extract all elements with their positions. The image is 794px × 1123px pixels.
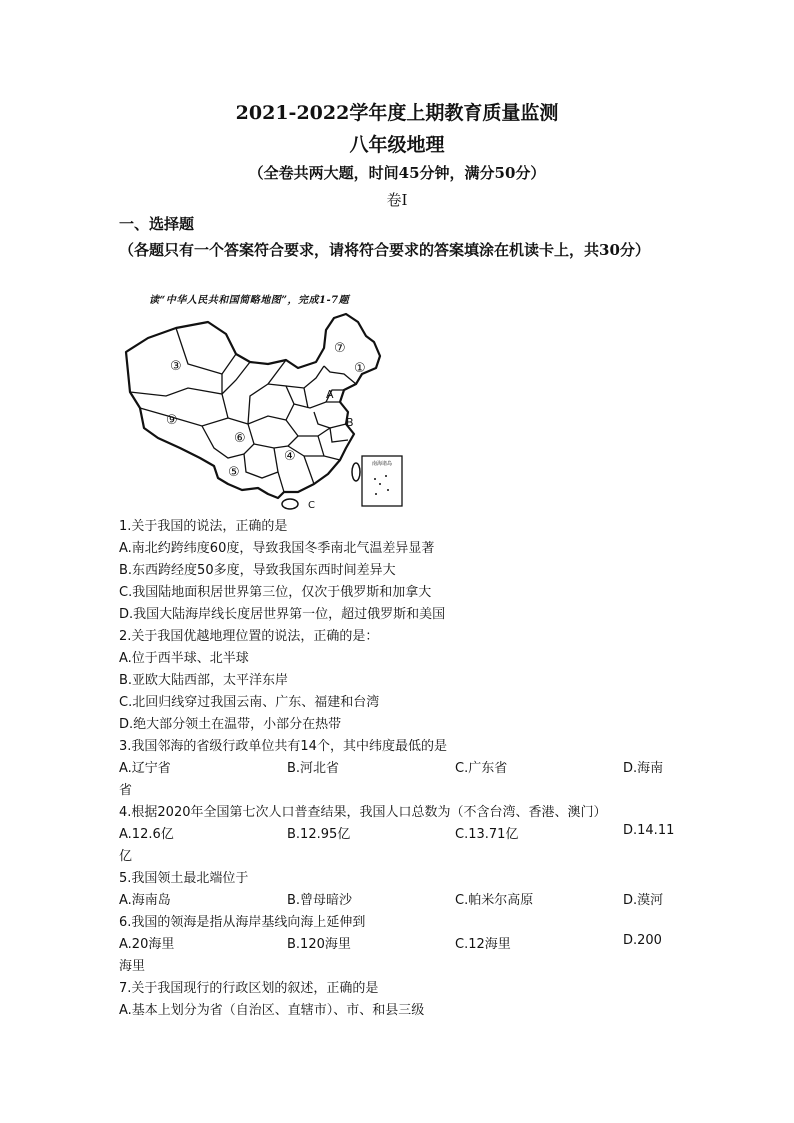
section-heading: 一、选择题 bbox=[119, 215, 195, 233]
exam-instructions: （全卷共两大题，时间45分钟，满分50分） bbox=[248, 164, 546, 182]
question-3-stem: 3.我国邻海的省级行政单位共有14个，其中纬度最低的是 bbox=[119, 739, 447, 754]
question-6-option-d: D.200 bbox=[623, 933, 662, 948]
exam-title: 2021-2022学年度上期教育质量监测 bbox=[235, 102, 559, 124]
question-3-option-a: A.辽宁省 bbox=[119, 761, 171, 776]
question-6-option-b: B.120海里 bbox=[287, 937, 351, 952]
question-5-option-c: C.帕米尔高原 bbox=[455, 893, 534, 908]
question-4-option-d: D.14.11 bbox=[623, 823, 675, 838]
question-2-option-b: B.亚欧大陆西部，太平洋东岸 bbox=[119, 673, 289, 688]
question-1-option-d: D.我国大陆海岸线长度居世界第一位，超过俄罗斯和美国 bbox=[119, 607, 446, 622]
map-label-c: C bbox=[308, 500, 315, 511]
question-4-option-d-wrap: 亿 bbox=[119, 849, 133, 864]
map-caption: 读“中华人民共和国简略地图”，完成1-7题 bbox=[149, 295, 350, 306]
question-6-stem: 6.我国的领海是指从海岸基线向海上延伸到 bbox=[119, 915, 366, 930]
map-label-7: ⑦ bbox=[334, 341, 346, 356]
question-6-option-a: A.20海里 bbox=[119, 937, 175, 952]
question-4-option-c: C.13.71亿 bbox=[455, 827, 519, 842]
subject-title: 八年级地理 bbox=[349, 134, 445, 156]
question-2-option-a: A.位于西半球、北半球 bbox=[119, 651, 249, 666]
map-label-a: A bbox=[326, 388, 334, 401]
question-4-option-b: B.12.95亿 bbox=[287, 827, 351, 842]
question-1-option-c: C.我国陆地面积居世界第三位，仅次于俄罗斯和加拿大 bbox=[119, 585, 432, 600]
volume-label: 卷I bbox=[386, 191, 408, 209]
question-2-stem: 2.关于我国优越地理位置的说法，正确的是： bbox=[119, 629, 379, 644]
question-4-option-a: A.12.6亿 bbox=[119, 827, 174, 842]
question-5-option-b: B.曾母暗沙 bbox=[287, 893, 353, 908]
question-4-stem: 4.根据2020年全国第七次人口普查结果，我国人口总数为（不含台湾、香港、澳门） bbox=[119, 805, 607, 820]
question-1-stem: 1.关于我国的说法，正确的是 bbox=[119, 519, 288, 534]
question-5-option-d: D.漠河 bbox=[623, 893, 664, 908]
question-5-option-a: A.海南岛 bbox=[119, 893, 171, 908]
question-5-stem: 5.我国领土最北端位于 bbox=[119, 871, 249, 886]
map-label-5: ⑤ bbox=[228, 465, 240, 480]
question-6-option-c: C.12海里 bbox=[455, 937, 511, 952]
china-map bbox=[118, 308, 418, 514]
question-3-option-d: D.海南 bbox=[623, 761, 664, 776]
question-2-option-d: D.绝大部分领土在温带，小部分在热带 bbox=[119, 717, 342, 732]
question-6-option-d-wrap: 海里 bbox=[119, 959, 146, 974]
question-1-option-b: B.东西跨经度50多度，导致我国东西时间差异大 bbox=[119, 563, 396, 578]
map-label-b: B bbox=[346, 416, 354, 429]
question-7-stem: 7.关于我国现行的行政区划的叙述，正确的是 bbox=[119, 981, 379, 996]
map-label-6: ⑥ bbox=[234, 431, 246, 446]
question-7-option-a: A.基本上划分为省（自治区、直辖市）、市、和县三级 bbox=[119, 1003, 425, 1018]
question-3-option-c: C.广东省 bbox=[455, 761, 508, 776]
inset-label: 南海诸岛 bbox=[371, 461, 393, 467]
question-3-option-d-wrap: 省 bbox=[119, 783, 133, 798]
question-3-option-b: B.河北省 bbox=[287, 761, 340, 776]
question-1-option-a: A.南北约跨纬度60度，导致我国冬季南北气温差异显著 bbox=[119, 541, 435, 556]
map-label-3: ③ bbox=[170, 359, 182, 374]
question-2-option-c: C.北回归线穿过我国云南、广东、福建和台湾 bbox=[119, 695, 380, 710]
map-label-4: ④ bbox=[284, 449, 296, 464]
section-note: （各题只有一个答案符合要求，请将符合要求的答案填涂在机读卡上，共30分） bbox=[119, 241, 650, 259]
map-label-1: ① bbox=[354, 361, 366, 376]
map-label-9: ⑨ bbox=[166, 413, 178, 428]
